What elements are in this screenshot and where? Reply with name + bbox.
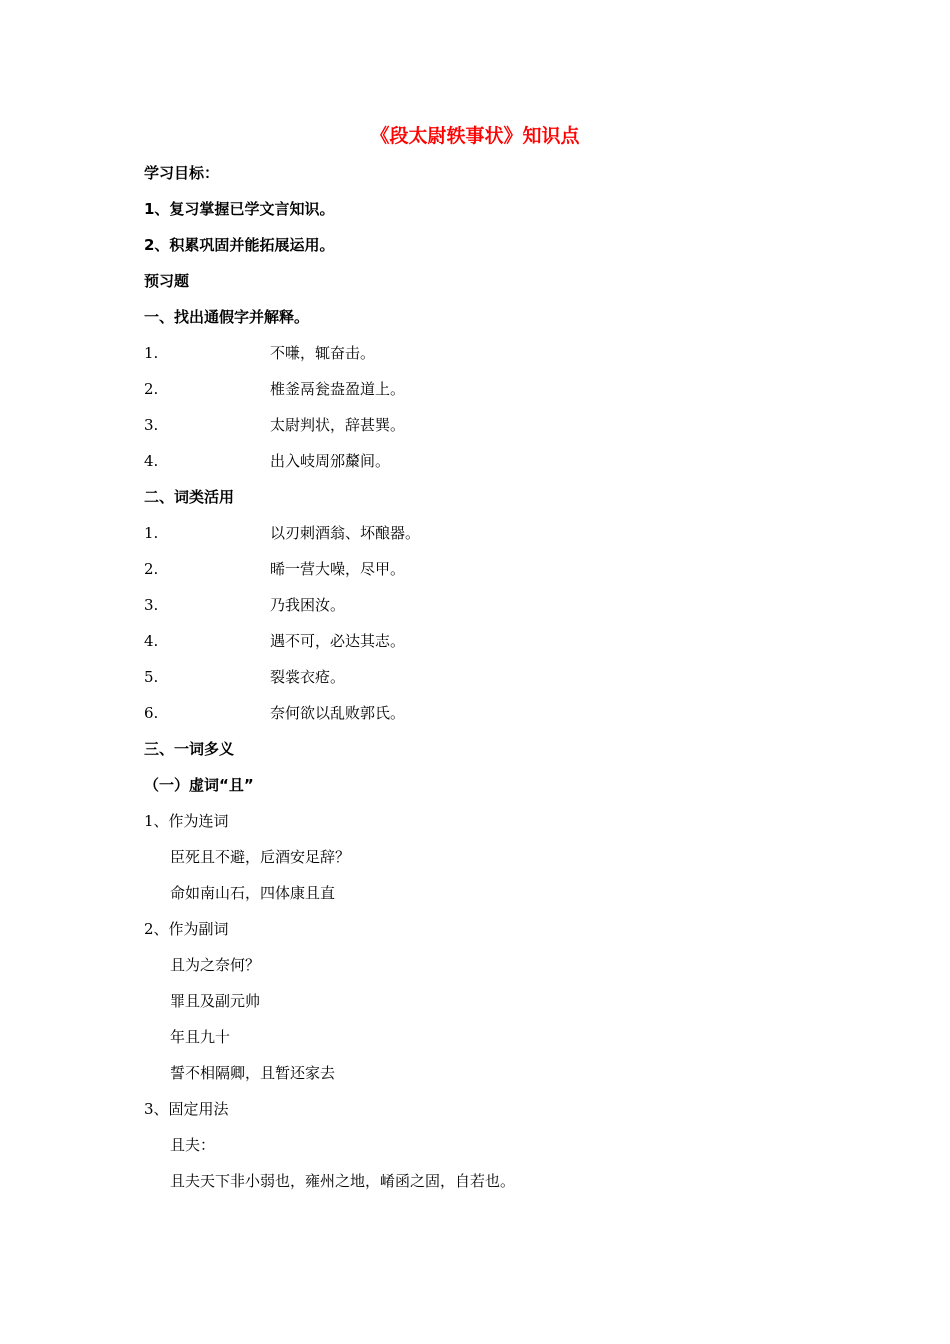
item-text: 乃我困汝。	[270, 596, 346, 614]
example-line: 且夫天下非小弱也，雍州之地，崤函之固，自若也。	[170, 1172, 516, 1190]
document-body	[144, 160, 844, 1204]
section3-heading: 三、一词多义	[144, 740, 235, 758]
objective-item: 2、积累巩固并能拓展运用。	[144, 236, 335, 254]
example-line: 且为之奈何？	[170, 956, 261, 974]
item-text: 不嗛，辄奋击。	[270, 344, 376, 362]
example-line: 年且九十	[170, 1028, 231, 1046]
example-line: 臣死且不避，卮酒安足辞？	[170, 848, 351, 866]
objectives-heading: 学习目标：	[144, 164, 220, 182]
usage-label: 1、作为连词	[144, 812, 229, 830]
list-item	[144, 556, 844, 592]
example-line: 且夫：	[170, 1136, 216, 1154]
list-item	[144, 700, 844, 736]
section3-subheading: （一）虚词“且”	[144, 776, 254, 794]
item-number: 4.	[144, 452, 159, 470]
list-item	[144, 520, 844, 556]
usage-label: 2、作为副词	[144, 920, 229, 938]
item-text: 太尉判状，辞甚巽。	[270, 416, 406, 434]
list-item	[144, 412, 844, 448]
item-text: 晞一营大噪，尽甲。	[270, 560, 406, 578]
list-item	[144, 592, 844, 628]
item-number: 2.	[144, 560, 159, 578]
list-item	[144, 664, 844, 700]
list-item	[144, 448, 844, 484]
objective-item: 1、复习掌握已学文言知识。	[144, 200, 335, 218]
section1-heading: 一、找出通假字并解释。	[144, 308, 310, 326]
item-number: 2.	[144, 380, 159, 398]
section2-heading: 二、词类活用	[144, 488, 235, 506]
item-number: 3.	[144, 416, 159, 434]
item-number: 6.	[144, 704, 159, 722]
item-text: 椎釜鬲瓮盎盈道上。	[270, 380, 406, 398]
example-line: 誓不相隔卿，且暂还家去	[170, 1064, 336, 1082]
example-line: 命如南山石，四体康且直	[170, 884, 336, 902]
item-text: 裂裳衣疮。	[270, 668, 346, 686]
item-number: 4.	[144, 632, 159, 650]
list-item	[144, 376, 844, 412]
usage-label: 3、固定用法	[144, 1100, 229, 1118]
item-number: 1.	[144, 344, 159, 362]
item-number: 3.	[144, 596, 159, 614]
item-number: 5.	[144, 668, 159, 686]
document-title: 《段太尉轶事状》知识点	[370, 125, 580, 147]
preview-heading: 预习题	[144, 272, 190, 290]
item-text: 出入岐周邠斄间。	[270, 452, 391, 470]
item-number: 1.	[144, 524, 159, 542]
item-text: 遇不可，必达其志。	[270, 632, 406, 650]
item-text: 以刃刺酒翁、坏酿器。	[270, 524, 421, 542]
list-item	[144, 628, 844, 664]
example-line: 罪且及副元帅	[170, 992, 261, 1010]
list-item	[144, 340, 844, 376]
item-text: 奈何欲以乱败郭氏。	[270, 704, 406, 722]
